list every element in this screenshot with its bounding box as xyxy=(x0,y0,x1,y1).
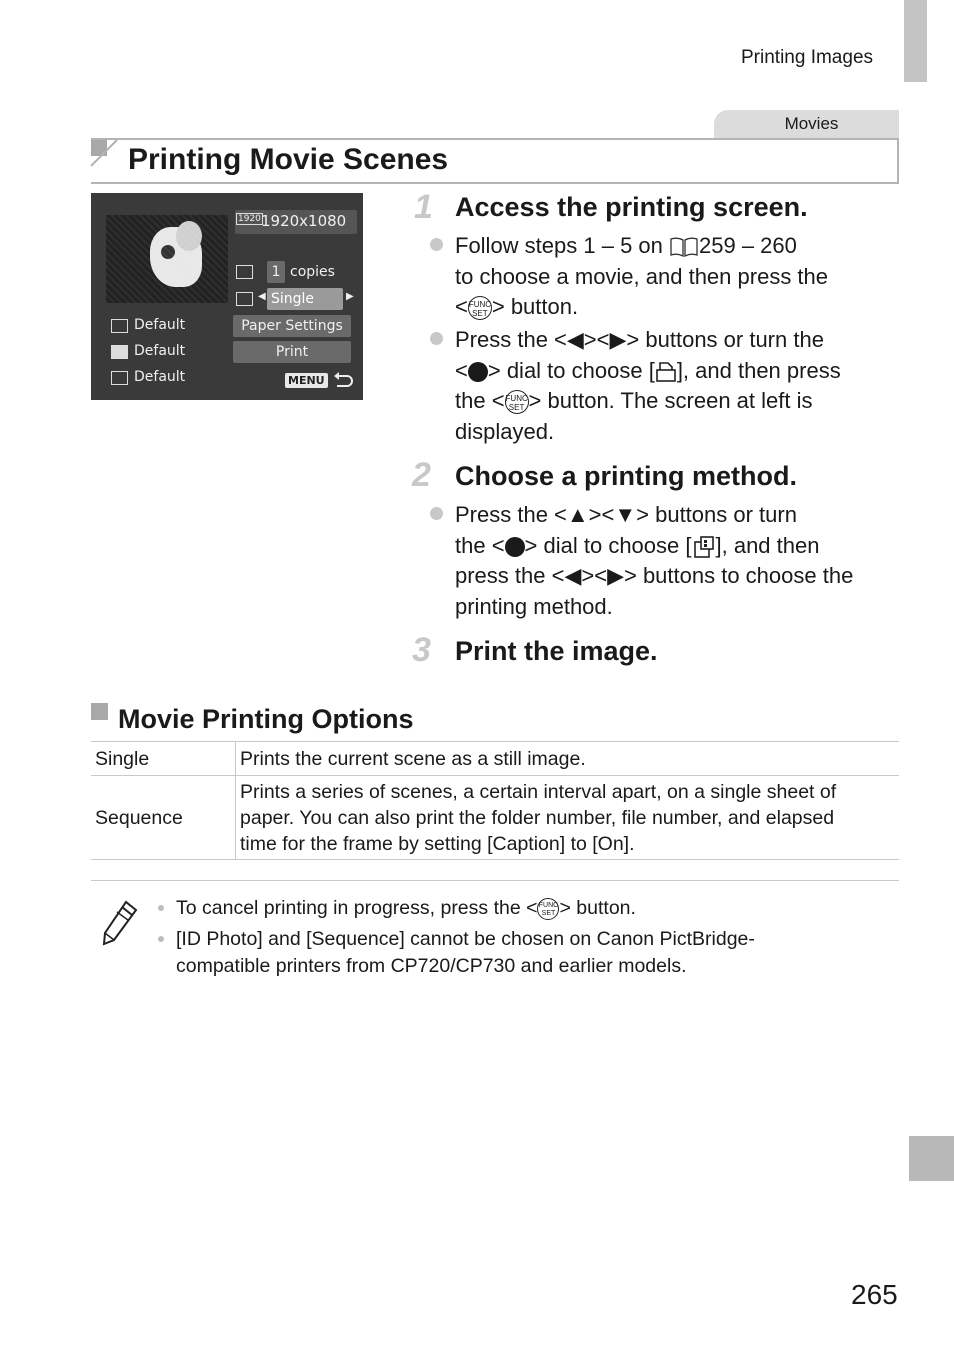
paper-size-icon xyxy=(111,319,128,333)
section-heading xyxy=(91,138,899,184)
step-1-b2-line1: Press the <◀><▶> buttons or turn the xyxy=(455,327,824,352)
bullet xyxy=(430,332,443,345)
option-desc-line: time for the frame by setting [Caption] to [On]. xyxy=(240,832,635,855)
print-icon xyxy=(655,361,677,383)
page-number: 265 xyxy=(851,1279,898,1310)
step-3-number: 3 xyxy=(412,631,431,669)
note-1-text2: > button. xyxy=(559,897,636,919)
option-desc xyxy=(236,742,900,776)
bullet xyxy=(430,238,443,251)
option-desc xyxy=(236,776,900,860)
step-2-b1-line2a: the < xyxy=(455,532,505,558)
step-1-b2-text: > dial to choose [ xyxy=(487,357,655,383)
chapter-tab xyxy=(714,110,899,138)
pencil-icon xyxy=(100,898,140,946)
chapter-side-tab xyxy=(909,1136,954,1181)
func-set-icon xyxy=(505,390,529,414)
func-set-icon xyxy=(468,296,492,320)
step-1-b1-text: Follow steps 1 – 5 on xyxy=(455,233,670,258)
step-2-number: 2 xyxy=(412,456,431,494)
chapter-tab-label: Movies xyxy=(784,114,839,133)
note-1-text: To cancel printing in progress, press the < xyxy=(176,897,538,919)
menu-badge: MENU xyxy=(285,373,328,388)
header-tab-marker xyxy=(904,0,927,82)
default-setting-3: Default xyxy=(134,369,186,385)
step-1-b2-bracket: < xyxy=(455,357,468,383)
note-bullet xyxy=(158,936,164,942)
copies-value: 1 xyxy=(267,261,285,283)
option-desc-line: Prints the current scene as a still image. xyxy=(240,747,586,770)
notes-divider xyxy=(91,880,899,881)
resolution-icon: 1920 xyxy=(238,214,261,224)
back-arrow-icon xyxy=(332,371,354,389)
control-dial-icon xyxy=(468,362,488,382)
copies-label: copies xyxy=(290,264,335,280)
option-name: Single xyxy=(91,742,236,776)
section-title: Printing Movie Scenes xyxy=(128,143,449,176)
print-button: Print xyxy=(233,341,351,363)
note-2-line1: [ID Photo] and [Sequence] cannot be chosen on Canon PictBridge- xyxy=(176,928,755,950)
options-table xyxy=(91,741,899,860)
step-2-title: Choose a printing method. xyxy=(455,461,797,491)
step-1-bullet-1 xyxy=(455,231,905,323)
step-2-b1-line3: press the <◀><▶> buttons to choose the xyxy=(455,563,854,588)
book-icon xyxy=(669,236,699,258)
step-1-bullet-2 xyxy=(455,325,905,447)
table-row xyxy=(91,776,899,860)
step-3-title: Print the image. xyxy=(455,636,658,666)
func-set-top: FUNC xyxy=(505,394,528,404)
table-row xyxy=(91,742,899,776)
print-settings-icon xyxy=(692,535,716,559)
paper-type-icon xyxy=(111,345,128,359)
note-2-line2: compatible printers from CP720/CP730 and earlier models. xyxy=(176,955,687,977)
step-1-b1-bracket: < xyxy=(455,294,468,319)
step-2-b1-line1: Press the <▲><▼> buttons or turn xyxy=(455,502,797,527)
step-1-b2-line3a: the < xyxy=(455,388,505,413)
note-2 xyxy=(176,926,755,980)
func-set-bottom: SET xyxy=(508,403,525,413)
right-arrow-icon: ▶ xyxy=(346,291,354,302)
option-desc-line: Prints a series of scenes, a certain interval apart, on a single sheet of xyxy=(240,780,837,803)
camera-screen-illustration xyxy=(91,193,363,400)
step-1-b2-line4: displayed. xyxy=(455,418,555,444)
step-1-page-ref: 259 – 260 xyxy=(699,233,797,258)
paper-settings-button: Paper Settings xyxy=(233,315,351,337)
options-heading: Movie Printing Options xyxy=(118,704,414,734)
step-1-number: 1 xyxy=(414,188,433,226)
control-dial-icon xyxy=(505,537,525,557)
step-2-b1-line2c: ], and then xyxy=(715,532,820,558)
print-mode-value: Single xyxy=(267,288,343,310)
note-bullet xyxy=(158,905,164,911)
option-desc-line: paper. You can also print the folder number, file number, and elapsed xyxy=(240,806,835,829)
option-name: Sequence xyxy=(91,776,236,860)
default-setting-1: Default xyxy=(134,317,186,333)
print-settings-icon xyxy=(236,292,253,306)
func-set-bottom: SET xyxy=(472,309,488,319)
layout-icon xyxy=(111,371,128,385)
copies-icon xyxy=(236,265,253,279)
step-2-b1-line2b: > dial to choose [ xyxy=(524,532,692,558)
step-1-b1-line2: to choose a movie, and then press the xyxy=(455,263,829,289)
subheading-marker xyxy=(91,703,108,720)
step-2-bullet-1 xyxy=(455,500,905,622)
func-set-icon xyxy=(537,898,559,920)
step-2-b1-line4: printing method. xyxy=(455,593,613,619)
running-header: Printing Images xyxy=(741,47,874,68)
bullet xyxy=(430,507,443,520)
note-1 xyxy=(176,895,636,922)
step-1-b2-text2: ], and then press xyxy=(676,357,841,383)
resolution-label: 1920x1080 xyxy=(261,212,347,230)
left-arrow-icon: ◀ xyxy=(258,291,266,302)
heading-slash-icon xyxy=(89,138,119,168)
step-1-b1-line3: > button. xyxy=(491,294,579,319)
movie-thumbnail xyxy=(106,215,228,303)
func-set-top: FUNC xyxy=(468,300,492,310)
step-1-b2-line3b: > button. The screen at left is xyxy=(528,388,813,413)
func-set-top: FUNC xyxy=(538,901,559,909)
default-setting-2: Default xyxy=(134,343,186,359)
step-1-title: Access the printing screen. xyxy=(455,192,808,222)
func-set-bottom: SET xyxy=(541,909,556,917)
